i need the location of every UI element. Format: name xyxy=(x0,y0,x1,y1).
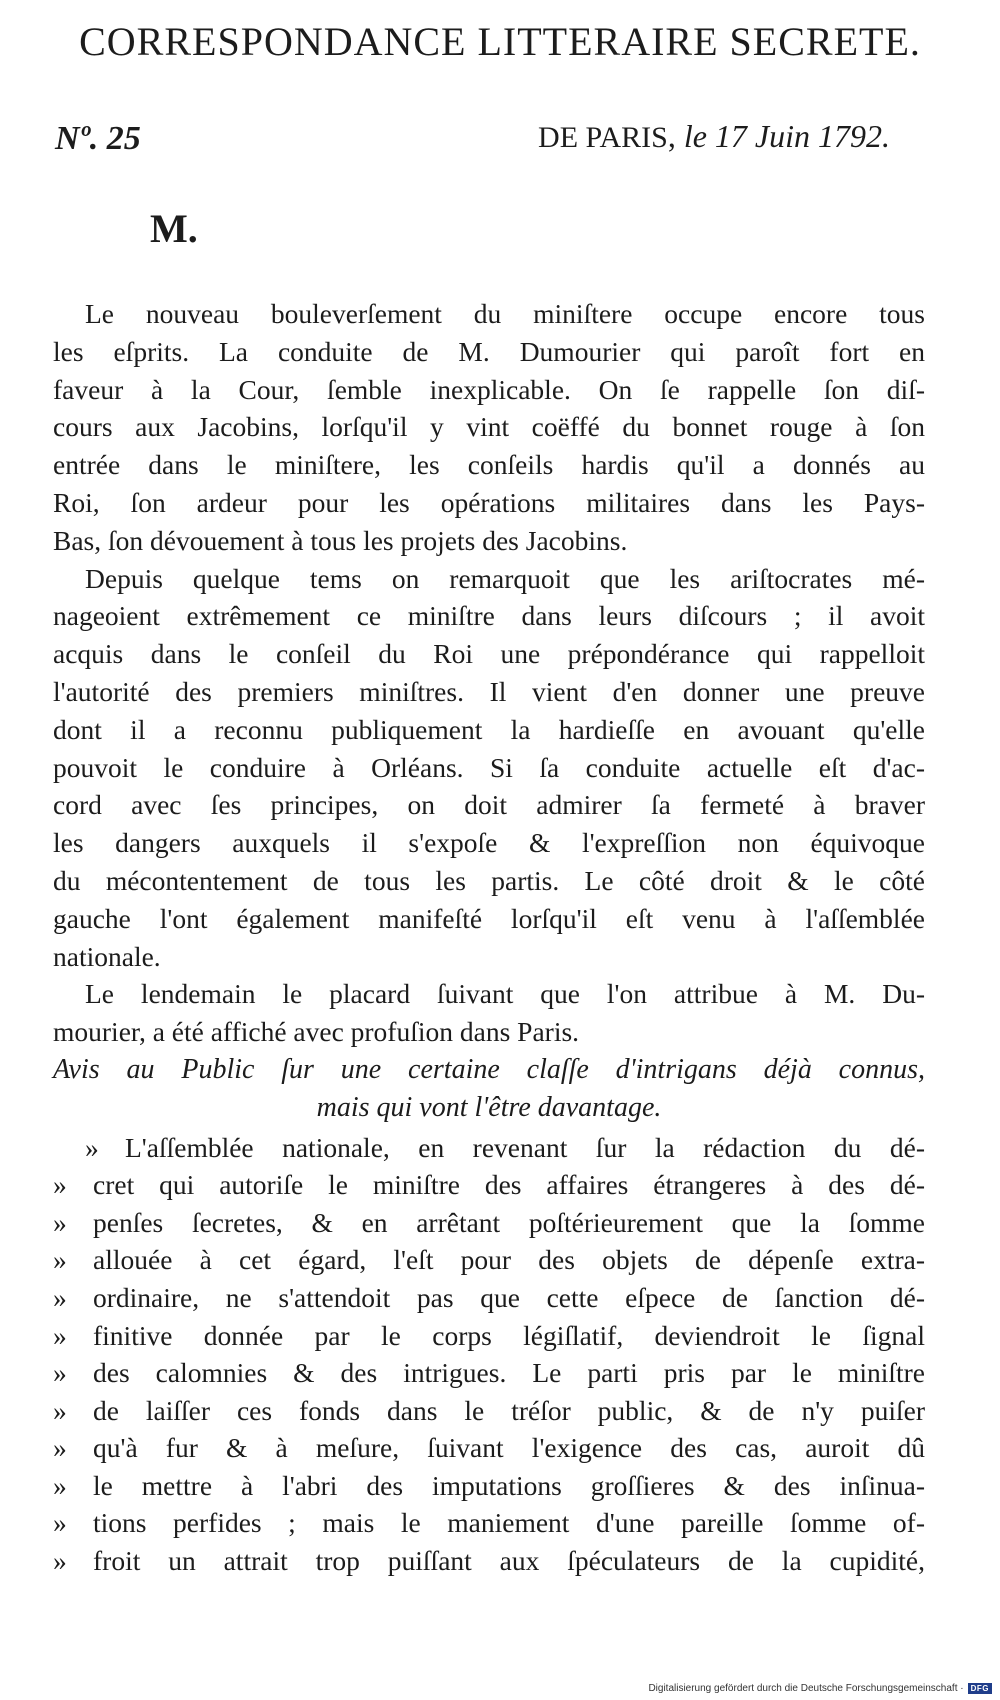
quote-mark: » xyxy=(53,1169,67,1201)
paragraph-1 xyxy=(53,295,925,560)
quote-line xyxy=(53,1279,925,1317)
salutation: M. xyxy=(150,206,198,251)
quote-text: penſes ſecretes, & en arrêtant poſtérieurement que la ſomme xyxy=(93,1206,925,1238)
quote-line xyxy=(53,1241,925,1279)
text-line: acquis dans le conſeil du Roi une prépondérance qui rappelloit xyxy=(53,638,925,670)
quote-text: cret qui autoriſe le miniſtre des affaires étrangeres à des dé- xyxy=(93,1169,925,1201)
text-line: mourier, a été affiché avec profuſion dans Paris. xyxy=(53,1016,580,1048)
quote-mark: » xyxy=(53,1357,67,1389)
text-line: Depuis quelque tems on remarquoit que les ariſtocrates mé- xyxy=(85,562,925,594)
quote-mark: » xyxy=(53,1319,67,1351)
quote-mark: » xyxy=(53,1244,67,1276)
text-line: gauche l'ont également manifeſté lorſqu'il eſt venu à l'aſſemblée xyxy=(53,902,925,934)
quote-line xyxy=(53,1467,925,1505)
quote-line xyxy=(53,1317,925,1355)
quote-line xyxy=(53,1392,925,1430)
text-line: Le lendemain le placard ſuivant que l'on attribue à M. Du- xyxy=(85,978,925,1010)
dfg-logo: DFG xyxy=(968,1683,992,1694)
quote-line xyxy=(53,1542,925,1580)
text-line: Roi, ſon ardeur pour les opérations militaires dans les Pays- xyxy=(53,486,925,518)
quote-text: ordinaire, ne s'attendoit pas que cette eſpece de ſanction dé- xyxy=(93,1281,925,1313)
quote-text: froit un attrait trop puiſſant aux ſpéculateurs de la cupidité, xyxy=(93,1545,925,1577)
quote-mark: » xyxy=(53,1432,67,1464)
credit-text: Digitalisierung gefördert durch die Deutsche Forschungsgemeinschaft · xyxy=(648,1683,964,1694)
quoted-placard xyxy=(53,1129,925,1580)
body-text xyxy=(53,295,925,1580)
quote-mark: » xyxy=(85,1131,99,1163)
text-line: cours aux Jacobins, lorſqu'il y vint coëffé du bonnet rouge à ſon xyxy=(53,411,925,443)
text-line: Bas, ſon dévouement à tous les projets des Jacobins. xyxy=(53,524,628,556)
quote-text: tions perfides ; mais le maniement d'une pareille ſomme of- xyxy=(93,1507,925,1539)
paragraph-2 xyxy=(53,560,925,976)
quote-mark: » xyxy=(53,1206,67,1238)
quote-text: des calomnies & des intrigues. Le parti pris par le miniſtre xyxy=(93,1357,925,1389)
masthead-title: CORRESPONDANCE LITTERAIRE SECRETE. xyxy=(79,19,921,64)
dateline-date: 17 Juin 1792. xyxy=(714,118,890,154)
quote-mark: » xyxy=(53,1281,67,1313)
quote-text: allouée à cet égard, l'eſt pour des objets de dépenſe extra- xyxy=(93,1244,925,1276)
quote-mark: » xyxy=(53,1469,67,1501)
paragraph-3 xyxy=(53,975,925,1051)
text-line: Le nouveau bouleverſement du miniſtere occupe encore tous xyxy=(85,298,925,329)
text-line: nationale. xyxy=(53,940,161,972)
dateline-le: le xyxy=(683,118,707,154)
quote-mark: » xyxy=(53,1394,67,1426)
text-line: les dangers auxquels il s'expoſe & l'expreſſion non équivoque xyxy=(53,827,925,859)
issue-number: Nº. 25 xyxy=(55,120,141,157)
text-line: nageoient extrêmement ce miniſtre dans leurs diſcours ; il avoit xyxy=(53,600,925,632)
quote-text: qu'à fur & à meſure, ſuivant l'exigence des cas, auroit dû xyxy=(93,1432,925,1464)
digitization-credit xyxy=(648,1683,992,1694)
notice-title-line: mais qui vont l'être davantage. xyxy=(316,1091,662,1123)
quote-line xyxy=(53,1129,925,1167)
text-line: cord avec ſes principes, on doit admirer ſa fermeté à braver xyxy=(53,789,925,821)
quote-line xyxy=(53,1204,925,1242)
text-line: entrée dans le miniſtere, les conſeils hardis qu'il a donnés au xyxy=(53,449,925,481)
dateline-place: DE PARIS xyxy=(538,121,668,154)
quote-line xyxy=(53,1429,925,1467)
text-line: dont il a reconnu publiquement la hardieſſe en avouant qu'elle xyxy=(53,713,925,745)
quote-line xyxy=(53,1354,925,1392)
text-line: faveur à la Cour, ſemble inexplicable. On ſe rappelle ſon diſ- xyxy=(53,373,925,405)
quote-text: le mettre à l'abri des imputations groſſieres & des inſinua- xyxy=(93,1469,925,1501)
dateline: DE PARIS, le 17 Juin 1792. xyxy=(538,118,890,154)
quote-text: L'aſſemblée nationale, en revenant ſur la rédaction du dé- xyxy=(125,1131,925,1163)
text-line: les eſprits. La conduite de M. Dumourier qui paroît fort en xyxy=(53,335,925,367)
notice-title-line: Avis au Public ſur une certaine claſſe d'intrigans déjà connus, xyxy=(53,1053,925,1085)
text-line: du mécontentement de tous les partis. Le côté droit & le côté xyxy=(53,864,925,896)
notice-title xyxy=(53,1051,925,1127)
quote-line xyxy=(53,1504,925,1542)
text-line: pouvoit le conduire à Orléans. Si ſa conduite actuelle eſt d'ac- xyxy=(53,751,925,783)
quote-text: de laiſſer ces fonds dans le tréſor public, & de n'y puiſer xyxy=(93,1394,925,1426)
quote-mark: » xyxy=(53,1507,67,1539)
text-line: l'autorité des premiers miniſtres. Il vient d'en donner une preuve xyxy=(53,675,925,707)
quote-mark: » xyxy=(53,1545,67,1577)
quote-text: finitive donnée par le corps légiſlatif, deviendroit le ſignal xyxy=(93,1319,925,1351)
quote-line xyxy=(53,1166,925,1204)
